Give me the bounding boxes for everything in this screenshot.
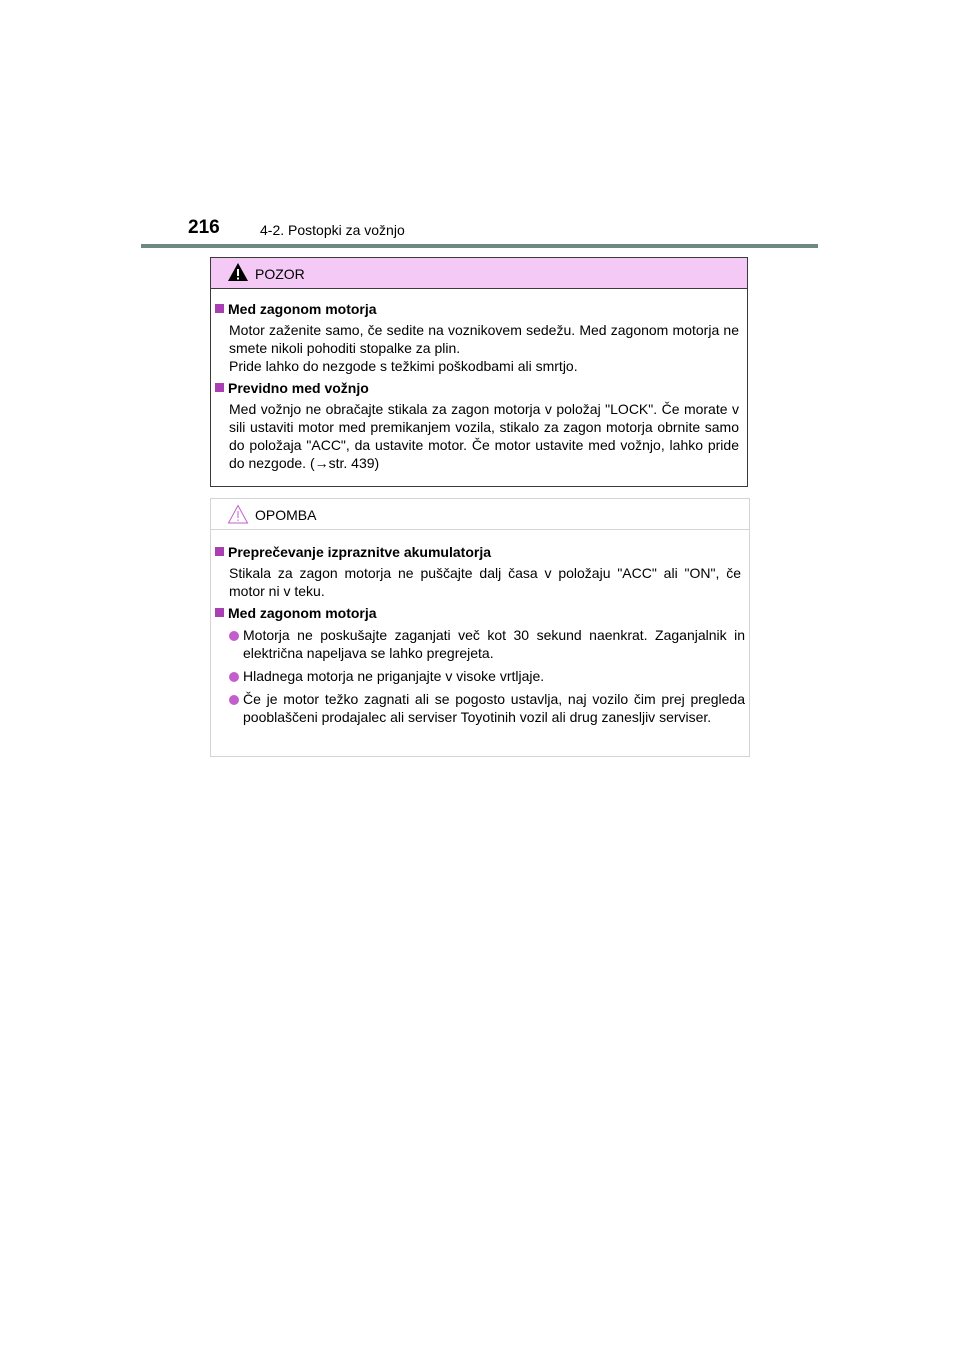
square-bullet-icon [215, 547, 224, 556]
page-number: 216 [188, 217, 220, 238]
round-bullet-icon [229, 672, 239, 682]
warning-item-text: Motor zaženite samo, če sedite na voznikovem sedežu. Med zagonom motorja ne smete nikoli pohoditi stopalke za plin. [229, 322, 739, 356]
warning-triangle-outline-icon [227, 504, 249, 524]
notice-header [211, 499, 749, 530]
warning-item-text: Pride lahko do nezgode s težkimi poškodbami ali smrtjo. [229, 358, 578, 374]
notice-bullet: Če je motor težko zagnati ali se pogosto ustavlja, naj vozilo čim prej pregleda pooblaščeni prodajalec ali serviser Toyotinih vozil ali drug zanesljiv serviser. [229, 690, 745, 726]
notice-bullet: Motorja ne poskušajte zaganjati več kot 30 sekund naenkrat. Zaganjalnik in električna napeljava se lahko pregrejeta. [229, 626, 745, 662]
square-bullet-icon [215, 608, 224, 617]
warning-triangle-filled-icon [227, 262, 249, 282]
notice-bullet: Hladnega motorja ne priganjajte v visoke vrtljaje. [229, 667, 745, 685]
round-bullet-icon [229, 631, 239, 641]
square-bullet-icon [215, 304, 224, 313]
warning-box [210, 257, 748, 487]
section-title: 4-2. Postopki za vožnjo [260, 222, 405, 238]
notice-item-title: Preprečevanje izpraznitve akumulatorja [215, 544, 491, 560]
notice-item-title: Med zagonom motorja [215, 605, 377, 621]
notice-box [210, 498, 750, 757]
notice-label: OPOMBA [255, 507, 317, 523]
square-bullet-icon [215, 383, 224, 392]
warning-item-text: Med vožnjo ne obračajte stikala za zagon motorja v položaj "LOCK". Če morate v sili ustaviti motor med premikanjem vozila, stikalo za zagon motorja obrnite samo do položaja "ACC", da ustavite motor. Če motor ustavite med vožnjo, lahko pride do nezgode. (→str. 439) [229, 401, 739, 471]
warning-header [211, 258, 747, 289]
notice-item-text: Stikala za zagon motorja ne puščajte dalj časa v položaju "ACC" ali "ON", če motor ni v teku. [229, 565, 741, 599]
warning-label: POZOR [255, 266, 305, 282]
warning-item-title: Med zagonom motorja [215, 301, 377, 317]
warning-item-title: Previdno med vožnjo [215, 380, 369, 396]
header-rule [141, 244, 818, 248]
round-bullet-icon [229, 695, 239, 705]
